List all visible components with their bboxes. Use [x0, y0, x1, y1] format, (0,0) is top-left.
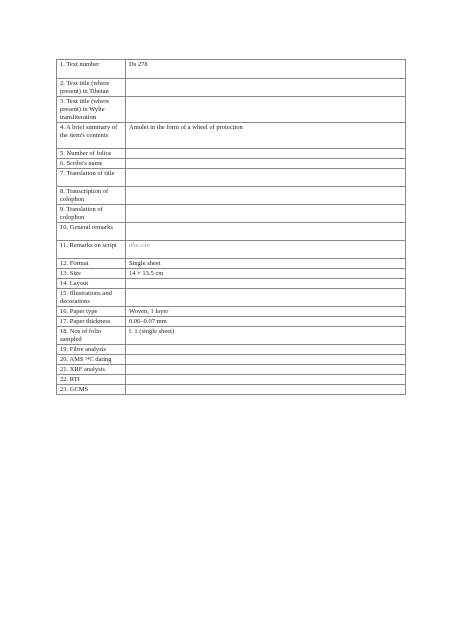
- field-value: [126, 187, 406, 205]
- field-label: 11. Remarks on script: [57, 241, 126, 259]
- field-value: 0.06–0.07 mm: [126, 317, 406, 327]
- field-value: Woven, 1 layer: [126, 307, 406, 317]
- field-label: 16. Paper type: [57, 307, 126, 317]
- catalogue-table: [56, 59, 406, 395]
- table-row: [57, 355, 406, 365]
- field-value: [126, 345, 406, 355]
- table-row: [57, 205, 406, 223]
- field-value: Amulet in the form of a wheel of protection: [126, 123, 406, 149]
- table-row: [57, 223, 406, 241]
- table-row: [57, 279, 406, 289]
- field-value: [126, 169, 406, 187]
- catalogue-table-body: [57, 60, 406, 395]
- table-row: [57, 307, 406, 317]
- field-label: 14. Layout: [57, 279, 126, 289]
- field-value: Ds 278: [126, 60, 406, 79]
- field-label: 3. Text title (where present) in Wylie transliteration: [57, 97, 126, 123]
- table-row: [57, 97, 406, 123]
- field-value: [126, 279, 406, 289]
- field-label: 15. Illustrations and decorations: [57, 289, 126, 307]
- field-label: 7. Translation of title: [57, 169, 126, 187]
- table-row: [57, 241, 406, 259]
- field-value: [126, 375, 406, 385]
- field-value: Single sheet: [126, 259, 406, 269]
- field-label: 20. AMS ¹⁴C dating: [57, 355, 126, 365]
- table-row: [57, 289, 406, 307]
- table-row: [57, 159, 406, 169]
- field-label: 10. General remarks: [57, 223, 126, 241]
- field-label: 1. Text number: [57, 60, 126, 79]
- table-row: [57, 123, 406, 149]
- table-row: [57, 269, 406, 279]
- table-row: [57, 79, 406, 97]
- field-value: [126, 223, 406, 241]
- field-label: 12. Format: [57, 259, 126, 269]
- field-value: [126, 149, 406, 159]
- table-row: [57, 345, 406, 355]
- field-value: [126, 355, 406, 365]
- field-value: [126, 385, 406, 395]
- field-label: 18. Nos of folio sampled: [57, 327, 126, 345]
- table-row: [57, 169, 406, 187]
- table-row: [57, 385, 406, 395]
- field-label: 2. Text title (where present) in Tibetan: [57, 79, 126, 97]
- field-label: 17. Paper thickness: [57, 317, 126, 327]
- field-value: [126, 289, 406, 307]
- table-row: [57, 375, 406, 385]
- field-value: [126, 79, 406, 97]
- field-value: [126, 365, 406, 375]
- table-row: [57, 149, 406, 159]
- field-label: 8. Transcription of colophon: [57, 187, 126, 205]
- field-label: 4. A brief summary of the item's contents: [57, 123, 126, 149]
- field-label: 22. RTI: [57, 375, 126, 385]
- table-row: [57, 365, 406, 375]
- table-row: [57, 60, 406, 79]
- table-row: [57, 259, 406, 269]
- field-label: 19. Fibre analysis: [57, 345, 126, 355]
- field-value: f. 1 (single sheet): [126, 327, 406, 345]
- field-value: 14 × 13.5 cm: [126, 269, 406, 279]
- field-label: 23. GCMS: [57, 385, 126, 395]
- field-label: 5. Number of folios: [57, 149, 126, 159]
- table-row: [57, 187, 406, 205]
- field-value: dbu can: [126, 241, 406, 259]
- field-label: 21. XRF analysis: [57, 365, 126, 375]
- field-value: [126, 97, 406, 123]
- field-label: 6. Scribe's name: [57, 159, 126, 169]
- table-row: [57, 317, 406, 327]
- field-label: 9. Translation of colophon: [57, 205, 126, 223]
- field-value: [126, 205, 406, 223]
- table-row: [57, 327, 406, 345]
- field-value: [126, 159, 406, 169]
- field-label: 13. Size: [57, 269, 126, 279]
